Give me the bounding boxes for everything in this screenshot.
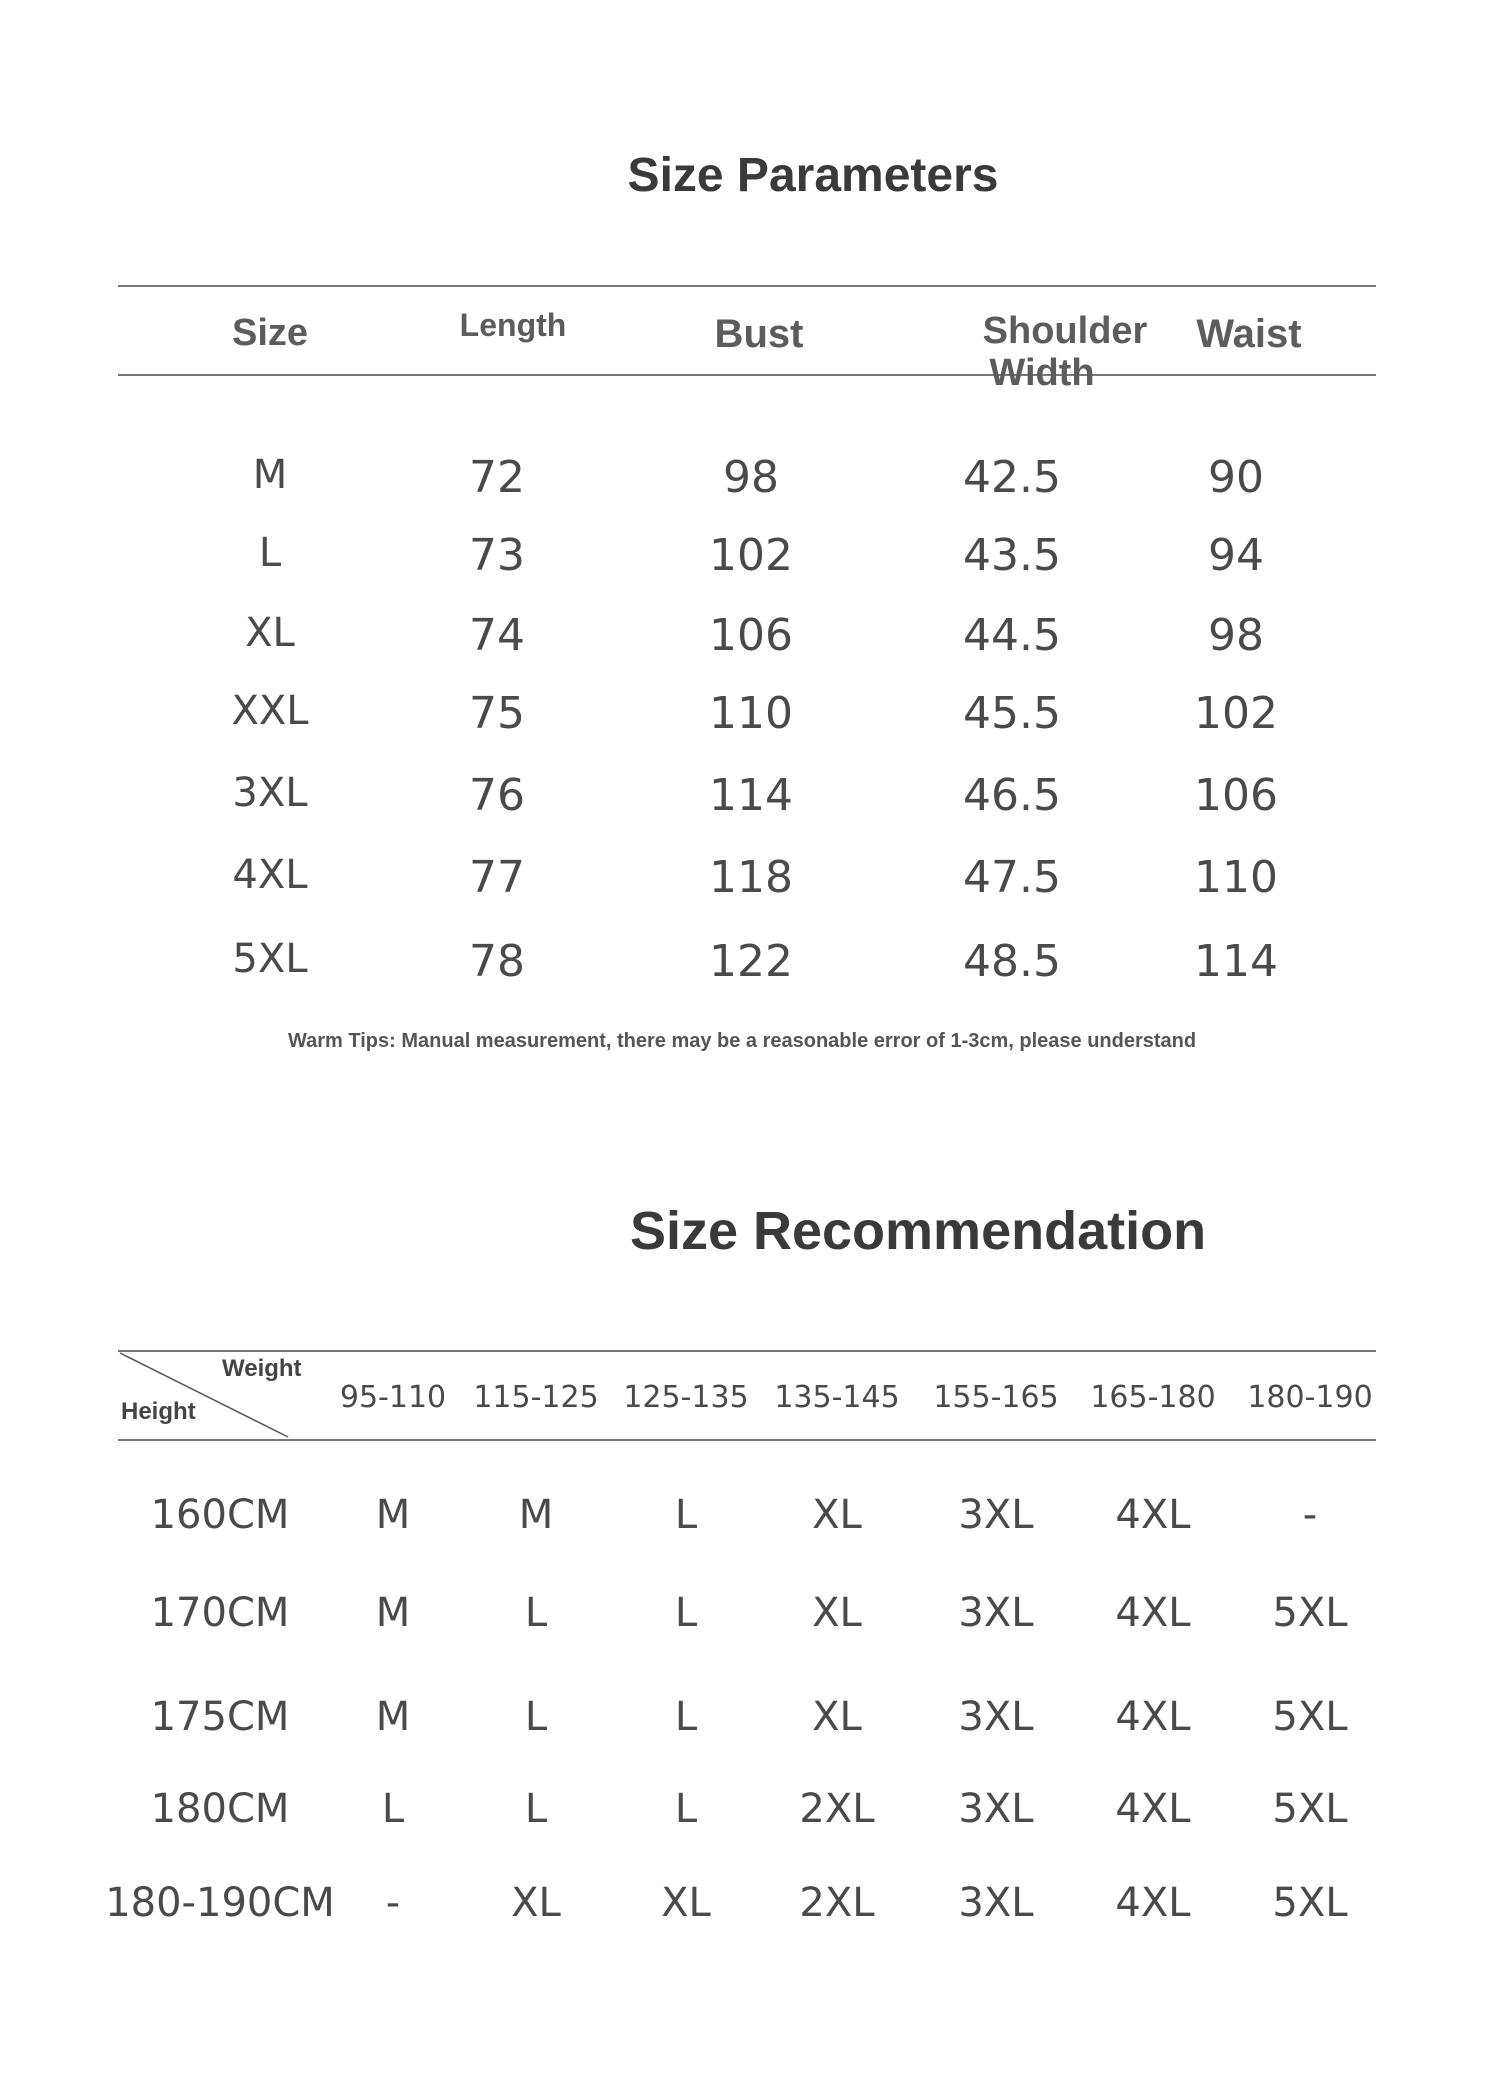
recommended-size-cell: 4XL	[1115, 1880, 1191, 1926]
recommended-size-cell: M	[518, 1492, 554, 1538]
header-size: Size	[231, 312, 309, 354]
recommended-size-cell: XL	[812, 1590, 862, 1636]
param-cell-shoulder-width: 44.5	[963, 610, 1061, 661]
corner-weight-label: Weight	[222, 1355, 302, 1382]
recommended-size-cell: L	[524, 1694, 548, 1740]
recommended-size-cell: 3XL	[958, 1786, 1034, 1832]
params-header-top-rule	[118, 285, 1376, 287]
recommend-header-top-rule	[118, 1350, 1376, 1352]
recommended-size-cell: -	[385, 1880, 401, 1926]
height-label: 160CM	[150, 1492, 290, 1538]
param-cell-size: L	[258, 530, 282, 576]
param-cell-size: M	[252, 452, 288, 498]
param-cell-shoulder-width: 47.5	[963, 852, 1061, 903]
header-length: Length	[459, 307, 567, 343]
param-cell-bust: 118	[709, 852, 793, 903]
param-cell-length: 78	[469, 936, 525, 987]
height-label: 180-190CM	[105, 1880, 335, 1926]
param-cell-length: 76	[469, 770, 525, 821]
recommended-size-cell: 2XL	[799, 1880, 875, 1926]
param-cell-size: XL	[245, 610, 295, 656]
height-label: 175CM	[150, 1694, 290, 1740]
recommended-size-cell: 4XL	[1115, 1694, 1191, 1740]
param-cell-waist: 106	[1194, 770, 1278, 821]
recommended-size-cell: L	[524, 1590, 548, 1636]
recommended-size-cell: XL	[812, 1694, 862, 1740]
param-cell-bust: 102	[709, 530, 793, 581]
param-cell-length: 73	[469, 530, 525, 581]
weight-range-header: 95-110	[339, 1380, 447, 1415]
param-cell-waist: 114	[1194, 936, 1278, 987]
height-label: 170CM	[150, 1590, 290, 1636]
recommended-size-cell: 3XL	[958, 1492, 1034, 1538]
recommended-size-cell: 3XL	[958, 1694, 1034, 1740]
param-cell-waist: 98	[1208, 610, 1264, 661]
header-waist: Waist	[1196, 312, 1302, 356]
param-cell-length: 72	[469, 452, 525, 503]
param-cell-bust: 106	[709, 610, 793, 661]
recommended-size-cell: L	[674, 1492, 698, 1538]
recommended-size-cell: L	[674, 1786, 698, 1832]
recommended-size-cell: L	[524, 1786, 548, 1832]
weight-range-header: 180-190	[1247, 1380, 1373, 1415]
recommended-size-cell: 5XL	[1272, 1786, 1348, 1832]
param-cell-size: XXL	[231, 688, 309, 734]
param-cell-shoulder-width: 42.5	[963, 452, 1061, 503]
recommended-size-cell: 3XL	[958, 1880, 1034, 1926]
header-shoulder: Shoulder	[982, 310, 1148, 352]
recommended-size-cell: XL	[812, 1492, 862, 1538]
params-header-bottom-rule	[118, 374, 1376, 376]
param-cell-waist: 102	[1194, 688, 1278, 739]
weight-range-header: 165-180	[1090, 1380, 1216, 1415]
weight-range-header: 125-135	[623, 1380, 749, 1415]
weight-range-header: 135-145	[774, 1380, 900, 1415]
weight-range-header: 155-165	[933, 1380, 1059, 1415]
param-cell-shoulder-width: 46.5	[963, 770, 1061, 821]
recommended-size-cell: L	[674, 1694, 698, 1740]
recommended-size-cell: XL	[511, 1880, 561, 1926]
param-cell-bust: 114	[709, 770, 793, 821]
param-cell-bust: 98	[723, 452, 779, 503]
param-cell-waist: 90	[1208, 452, 1264, 503]
recommended-size-cell: 3XL	[958, 1590, 1034, 1636]
size-parameters-title: Size Parameters	[627, 149, 999, 202]
recommended-size-cell: -	[1302, 1492, 1318, 1538]
param-cell-size: 5XL	[232, 936, 308, 982]
recommended-size-cell: L	[674, 1590, 698, 1636]
recommended-size-cell: M	[375, 1694, 411, 1740]
weight-range-header: 115-125	[473, 1380, 599, 1415]
recommended-size-cell: 5XL	[1272, 1694, 1348, 1740]
recommend-header-bottom-rule	[118, 1439, 1376, 1441]
param-cell-shoulder-width: 48.5	[963, 936, 1061, 987]
recommended-size-cell: 4XL	[1115, 1492, 1191, 1538]
header-bust: Bust	[714, 312, 804, 356]
recommended-size-cell: 2XL	[799, 1786, 875, 1832]
param-cell-length: 75	[469, 688, 525, 739]
recommended-size-cell: XL	[661, 1880, 711, 1926]
param-cell-bust: 110	[709, 688, 793, 739]
recommended-size-cell: M	[375, 1492, 411, 1538]
recommended-size-cell: 5XL	[1272, 1880, 1348, 1926]
param-cell-length: 74	[469, 610, 525, 661]
height-label: 180CM	[150, 1786, 290, 1832]
header-width: Width	[989, 352, 1095, 394]
param-cell-bust: 122	[709, 936, 793, 987]
param-cell-length: 77	[469, 852, 525, 903]
recommended-size-cell: M	[375, 1590, 411, 1636]
param-cell-size: 4XL	[232, 852, 308, 898]
corner-height-label: Height	[121, 1398, 196, 1425]
size-recommendation-title: Size Recommendation	[629, 1201, 1207, 1261]
recommended-size-cell: 4XL	[1115, 1786, 1191, 1832]
recommended-size-cell: 4XL	[1115, 1590, 1191, 1636]
param-cell-shoulder-width: 45.5	[963, 688, 1061, 739]
warm-tips: Warm Tips: Manual measurement, there may be a reasonable error of 1-3cm, please understand	[288, 1030, 1197, 1052]
recommended-size-cell: 5XL	[1272, 1590, 1348, 1636]
param-cell-waist: 94	[1208, 530, 1264, 581]
param-cell-shoulder-width: 43.5	[963, 530, 1061, 581]
param-cell-waist: 110	[1194, 852, 1278, 903]
recommended-size-cell: L	[381, 1786, 405, 1832]
param-cell-size: 3XL	[232, 770, 308, 816]
